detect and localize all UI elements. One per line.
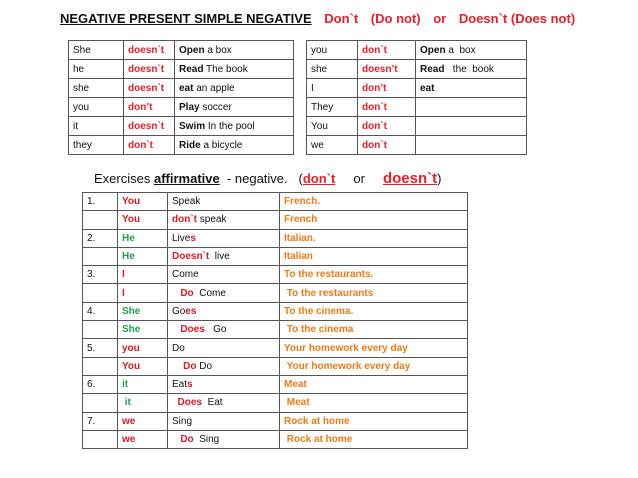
- number-cell: 2.: [83, 229, 118, 247]
- table-row: [69, 98, 294, 117]
- subject-cell: She: [118, 302, 168, 320]
- verb-main: Go: [204, 324, 227, 336]
- subject-cell: we: [118, 412, 168, 430]
- exercise-header-middle: - negative. (: [219, 171, 303, 186]
- subject-cell: You: [118, 211, 168, 229]
- title-main: NEGATIVE PRESENT SIMPLE NEGATIVE: [60, 11, 312, 26]
- subject-cell: she: [307, 60, 358, 79]
- verb-cell: [168, 266, 280, 284]
- negative-cell: doesn`t: [124, 117, 175, 136]
- table-row: [69, 41, 294, 60]
- object-cell: Italian.: [280, 229, 468, 247]
- verb-main: speak: [197, 214, 227, 226]
- verb-phrase-cell: [175, 41, 294, 60]
- verb-text: Swim: [179, 120, 206, 132]
- verb-suffix: s: [187, 379, 193, 391]
- negative-word: Doesn`t: [172, 251, 210, 263]
- verb-cell: [168, 430, 280, 448]
- number-cell: [83, 247, 118, 265]
- object-text: a bicycle: [200, 139, 243, 151]
- object-cell: To the restaurants.: [280, 266, 468, 284]
- verb-phrase-cell: [175, 79, 294, 98]
- verb-text: Read: [179, 63, 204, 75]
- verb-cell: [168, 229, 280, 247]
- object-cell: Rock at home: [280, 412, 468, 430]
- subject-cell: You: [118, 193, 168, 211]
- verb-text: eat: [420, 82, 435, 94]
- verb-cell: [168, 247, 280, 265]
- title-or: or: [433, 11, 447, 26]
- verb-cell: [168, 193, 280, 211]
- table-row: [83, 229, 468, 247]
- table-row: [307, 136, 527, 155]
- verb-main: Sing: [172, 415, 193, 427]
- table-row: [83, 357, 468, 375]
- title-dont: Don`t: [324, 11, 359, 26]
- object-cell: To the restaurants: [280, 284, 468, 302]
- negative-cell: don`t: [358, 41, 416, 60]
- number-cell: 6.: [83, 375, 118, 393]
- number-cell: [83, 394, 118, 412]
- exercise-header-affirmative: affirmative: [153, 171, 220, 186]
- object-text: In the pool: [205, 120, 255, 132]
- verb-main: Do: [172, 342, 185, 354]
- verb-text: Ride: [179, 139, 201, 151]
- table-row: [69, 79, 294, 98]
- verb-text: Play: [179, 101, 200, 113]
- verb-cell: [168, 321, 280, 339]
- exercise-header-dont: don`t: [302, 171, 336, 186]
- table-row: [307, 98, 527, 117]
- table-row: [83, 211, 468, 229]
- negative-cell: doesn`t: [124, 41, 175, 60]
- subject-cell: I: [118, 266, 168, 284]
- object-text: a box: [204, 44, 232, 56]
- subject-cell: it: [69, 117, 124, 136]
- table-row: [69, 60, 294, 79]
- object-cell: To the cinema.: [280, 302, 468, 320]
- table-row: [83, 394, 468, 412]
- subject-cell: I: [307, 79, 358, 98]
- number-cell: 4.: [83, 302, 118, 320]
- title-doesnt: Doesn`t: [458, 11, 508, 26]
- object-text: an apple: [193, 82, 235, 94]
- exercise-header: [94, 170, 442, 187]
- exercise-header-close: ): [437, 171, 442, 186]
- object-cell: Rock at home: [280, 430, 468, 448]
- subject-cell: He: [118, 229, 168, 247]
- negative-cell: don`t: [358, 98, 416, 117]
- object-cell: Your homework every day: [280, 339, 468, 357]
- verb-main: Do: [196, 360, 213, 372]
- exercise-header-prefix: Exercises: [94, 171, 154, 186]
- verb-text: Read: [420, 63, 445, 75]
- table-row: [83, 284, 468, 302]
- verb-suffix: s: [190, 232, 196, 244]
- verb-phrase-cell: [175, 136, 294, 155]
- negative-word: Do: [172, 360, 197, 372]
- verb-main: Eat: [202, 397, 223, 409]
- exercise-table: [82, 192, 468, 449]
- verb-cell: [168, 339, 280, 357]
- exercise-header-doesnt: doesn`t: [382, 170, 438, 187]
- verb-main: Come: [172, 269, 199, 281]
- number-cell: [83, 211, 118, 229]
- number-cell: 7.: [83, 412, 118, 430]
- subject-cell: we: [307, 136, 358, 155]
- verb-cell: [168, 211, 280, 229]
- exercise-header-or: or: [335, 171, 383, 186]
- table-row: [83, 321, 468, 339]
- object-text: the book: [444, 63, 494, 75]
- verb-phrase-cell: [416, 60, 527, 79]
- negative-word: Does: [172, 397, 203, 409]
- number-cell: [83, 357, 118, 375]
- table-row: [307, 60, 527, 79]
- subject-cell: it: [118, 394, 168, 412]
- table-row: [83, 193, 468, 211]
- negative-cell: don`t: [358, 136, 416, 155]
- table-row: [83, 339, 468, 357]
- verb-main: Come: [193, 287, 226, 299]
- verb-cell: [168, 302, 280, 320]
- verb-phrase-cell: [416, 79, 527, 98]
- verb-phrase-cell: [416, 98, 527, 117]
- negative-word: Do: [172, 287, 194, 299]
- negative-cell: doesn`t: [124, 79, 175, 98]
- verb-cell: [168, 412, 280, 430]
- verb-phrase-cell: [416, 136, 527, 155]
- number-cell: [83, 321, 118, 339]
- verb-phrase-cell: [175, 98, 294, 117]
- object-text: a box: [445, 44, 476, 56]
- subject-cell: She: [118, 321, 168, 339]
- verb-phrase-cell: [175, 60, 294, 79]
- title-does-not: (Does not): [510, 11, 576, 26]
- table-row: [83, 430, 468, 448]
- right-negative-table: [306, 40, 527, 155]
- verb-cell: [168, 394, 280, 412]
- verb-phrase-cell: [416, 41, 527, 60]
- verb-suffix: es: [185, 305, 197, 317]
- table-row: [83, 247, 468, 265]
- table-row: [83, 412, 468, 430]
- number-cell: 1.: [83, 193, 118, 211]
- verb-cell: [168, 375, 280, 393]
- subject-cell: he: [69, 60, 124, 79]
- verb-main: Speak: [172, 196, 201, 208]
- subject-cell: it: [118, 375, 168, 393]
- subject-cell: you: [69, 98, 124, 117]
- subject-cell: You: [118, 357, 168, 375]
- verb-phrase-cell: [175, 117, 294, 136]
- negative-word: don`t: [172, 214, 197, 226]
- negative-cell: doesn’t: [358, 60, 416, 79]
- verb-cell: [168, 357, 280, 375]
- negative-cell: don`t: [358, 117, 416, 136]
- object-text: soccer: [199, 101, 232, 113]
- object-cell: Meat: [280, 375, 468, 393]
- object-cell: French: [280, 211, 468, 229]
- object-cell: Italian: [280, 247, 468, 265]
- table-row: [83, 375, 468, 393]
- table-row: [69, 136, 294, 155]
- negative-cell: don’t: [124, 98, 175, 117]
- verb-phrase-cell: [416, 117, 527, 136]
- subject-cell: She: [69, 41, 124, 60]
- subject-cell: You: [307, 117, 358, 136]
- object-cell: French.: [280, 193, 468, 211]
- table-row: [307, 41, 527, 60]
- verb-stem: Eat: [172, 379, 188, 391]
- number-cell: 5.: [83, 339, 118, 357]
- subject-cell: we: [118, 430, 168, 448]
- object-cell: Meat: [280, 394, 468, 412]
- verb-main: Sing: [193, 434, 220, 445]
- object-text: The book: [203, 63, 248, 75]
- number-cell: 3.: [83, 266, 118, 284]
- table-row: [307, 117, 527, 136]
- table-row: [307, 79, 527, 98]
- verb-cell: [168, 284, 280, 302]
- verb-text: Open: [179, 44, 205, 56]
- left-negative-table: [68, 40, 294, 155]
- negative-cell: don’t: [358, 79, 416, 98]
- verb-text: Open: [420, 44, 446, 56]
- subject-cell: you: [118, 339, 168, 357]
- subject-cell: they: [69, 136, 124, 155]
- table-row: [83, 302, 468, 320]
- negative-cell: doesn`t: [124, 60, 175, 79]
- table-row: [69, 117, 294, 136]
- subject-cell: you: [307, 41, 358, 60]
- negative-word: Does: [172, 324, 205, 336]
- number-cell: [83, 284, 118, 302]
- number-cell: [83, 430, 118, 448]
- verb-stem: Go: [172, 305, 186, 317]
- object-cell: To the cinema: [280, 321, 468, 339]
- verb-text: eat: [179, 82, 194, 94]
- table-row: [83, 266, 468, 284]
- verb-main: live: [209, 251, 230, 263]
- object-cell: Your homework every day: [280, 357, 468, 375]
- verb-stem: Live: [172, 232, 191, 244]
- subject-cell: They: [307, 98, 358, 117]
- negative-word: Do: [172, 434, 194, 445]
- subject-cell: she: [69, 79, 124, 98]
- subject-cell: I: [118, 284, 168, 302]
- negative-cell: don`t: [124, 136, 175, 155]
- page-title: [60, 11, 575, 26]
- subject-cell: He: [118, 247, 168, 265]
- title-do-not: (Do not): [370, 11, 421, 26]
